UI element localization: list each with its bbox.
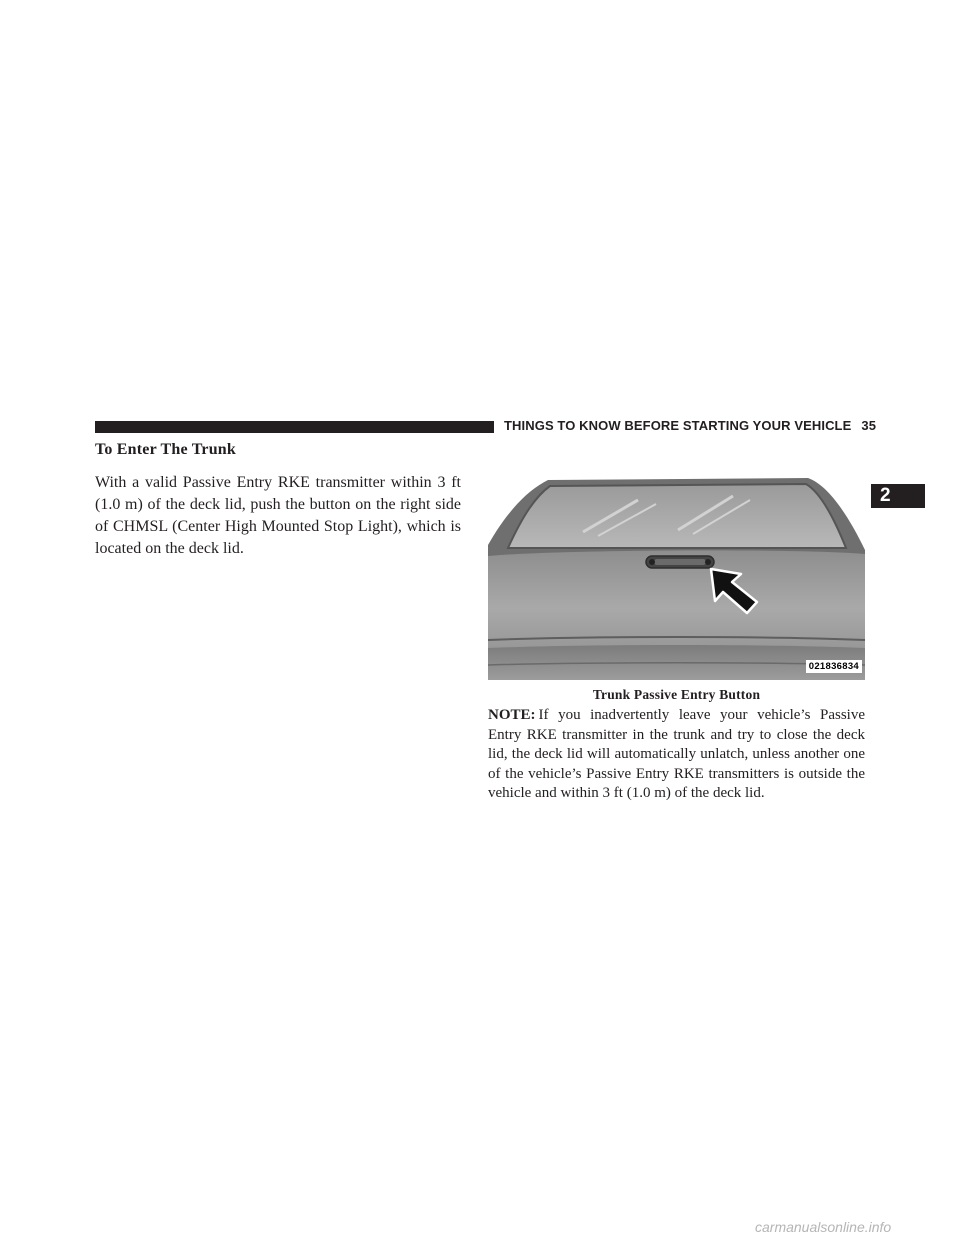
header-rule [95, 421, 494, 433]
page-number: 35 [861, 418, 877, 433]
trunk-illustration [488, 470, 865, 680]
figure-caption: Trunk Passive Entry Button [592, 687, 761, 702]
trunk-figure [488, 470, 865, 680]
note-text: If you inadvertently leave your vehicle’s Passive Entry RKE transmitter in the trunk and try to close the deck lid, the deck lid will automatically unlatch, unless another one of the vehicle’s Passive Entry RKE transmitters is outside the vehicle and within 3 ft (1.0 m) of the deck lid. [488, 707, 865, 801]
chapter-tab: 2 [871, 484, 925, 508]
note-paragraph [488, 706, 865, 804]
section-heading: To Enter The Trunk [95, 441, 236, 458]
note-lead: NOTE: [488, 707, 536, 723]
running-header [504, 418, 876, 433]
watermark: carmanualsonline.info [755, 1219, 892, 1235]
figure-id-label: 021836834 [806, 660, 862, 673]
header-title: THINGS TO KNOW BEFORE STARTING YOUR VEHICLE [504, 418, 852, 433]
body-paragraph: With a valid Passive Entry RKE transmitter within 3 ft (1.0 m) of the deck lid, push the button on the right side of CHMSL (Center High Mounted Stop Light), which is located on the deck lid. [95, 474, 461, 557]
